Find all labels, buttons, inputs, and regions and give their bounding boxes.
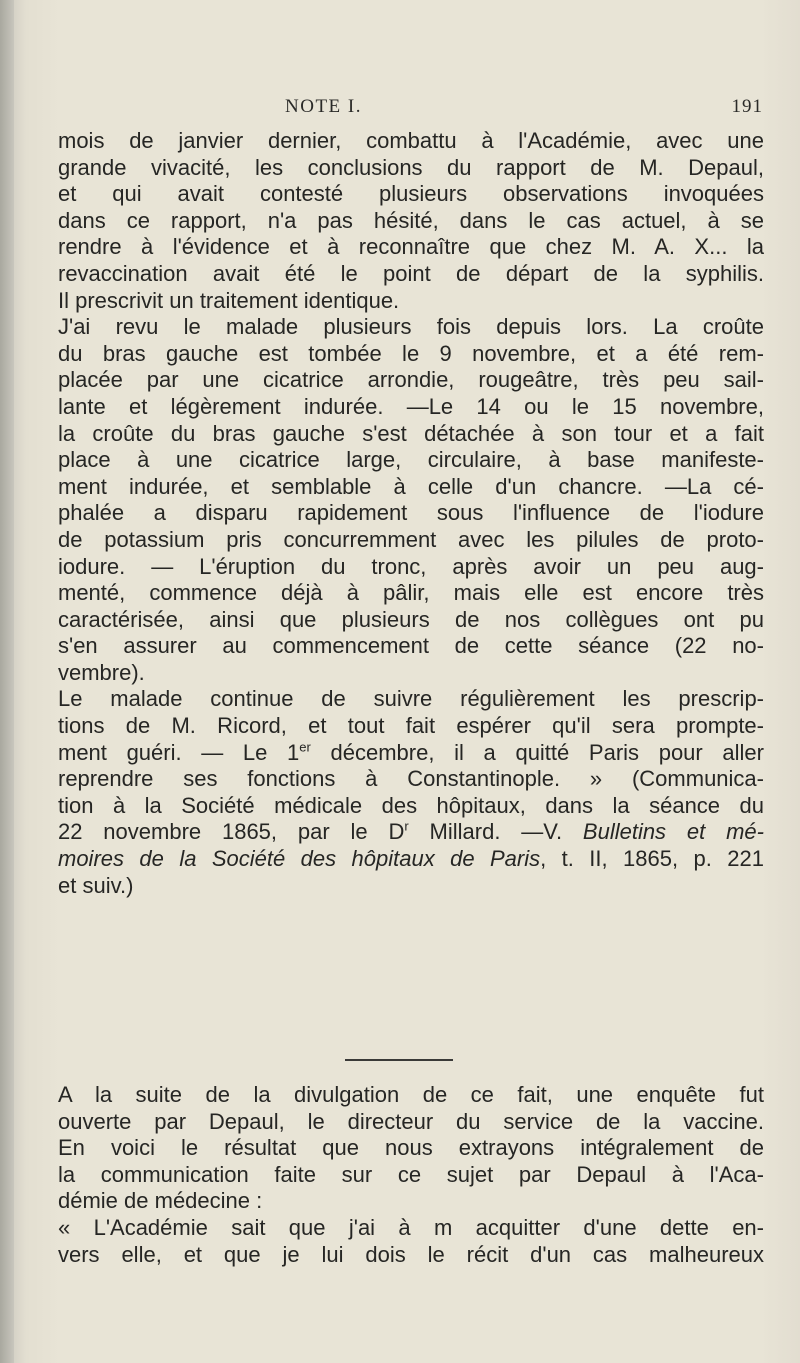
paragraph-4 [58,1082,764,1215]
text-line: démie de médecine : [58,1188,263,1214]
text-line [58,846,764,873]
text-fragment: décembre, il a quitté Paris pour aller [310,739,764,765]
text-line: ouverte par Depaul, le directeur du service de la vaccine. [58,1108,764,1134]
text-fragment: ment guéri. — Le 1 [58,739,300,765]
text-line: revaccination avait été le point de départ de la syphilis. [58,260,764,286]
text-line: iodure. — L'éruption du tronc, après avoir un peu aug- [58,553,764,579]
page-binding-shadow [0,0,14,1363]
text-line: lante et légèrement indurée. —Le 14 ou le 15 novembre, [58,393,764,419]
page-number: 191 [731,96,763,117]
text-line: la croûte du bras gauche s'est détachée à son tour et a fait [58,420,764,446]
section-divider [345,1059,453,1061]
paragraph-1 [58,128,764,314]
text-line: vembre). [58,659,145,685]
text-line: placée par une cicatrice arrondie, rougeâtre, très peu sail- [58,367,764,393]
text-line: grande vivacité, les conclusions du rapport de M. Depaul, [58,154,764,180]
text-line: du bras gauche est tombée le 9 novembre, et a été rem- [58,340,764,366]
text-line: et suiv.) [58,872,134,898]
running-title: NOTE I. [285,96,362,117]
page-header [285,96,763,126]
text-line: la communication faite sur ce sujet par Depaul à l'Aca- [58,1161,764,1187]
text-line: phalée a disparu rapidement sous l'influence de l'iodure [58,500,764,526]
superscript: er [299,739,311,755]
text-line: J'ai revu le malade plusieurs fois depuis lors. La croûte [58,314,764,340]
text-line: mois de janvier dernier, combattu à l'Académie, avec une [58,128,764,153]
text-line: place à une cicatrice large, circulaire, à base manifeste- [58,447,764,473]
text-line: ment indurée, et semblable à celle d'un chancre. —La cé- [58,473,764,499]
text-line: reprendre ses fonctions à Constantinople. » (Communica- [58,766,764,792]
text-line: Le malade continue de suivre régulièrement les prescrip- [58,686,764,712]
paragraph-3 [58,686,764,899]
text-line [58,819,764,846]
text-line: caractérisée, ainsi que plusieurs de nos collègues ont pu [58,606,764,632]
italic-citation: Bulletins et mé- [582,819,764,845]
text-line: « L'Académie sait que j'ai à m acquitter d'une dette en- [58,1214,764,1240]
body-text-upper [58,128,764,899]
text-line: et qui avait contesté plusieurs observations invoquées [58,181,764,207]
text-line: de potassium pris concurremment avec les pilules de proto- [58,526,764,552]
superscript: r [404,819,409,835]
text-line [58,740,764,767]
paragraph-5 [58,1215,764,1268]
text-line: Il prescrivit un traitement identique. [58,287,400,313]
text-line: En voici le résultat que nous extrayons intégralement de [58,1135,764,1161]
text-line: tion à la Société médicale des hôpitaux, dans la séance du [58,792,764,818]
text-line: rendre à l'évidence et à reconnaître que chez M. A. X... la [58,234,764,260]
text-line: tions de M. Ricord, et tout fait espérer qu'il sera prompte- [58,713,764,739]
text-line: dans ce rapport, n'a pas hésité, dans le cas actuel, à se [58,207,764,233]
italic-citation: moires de la Société des hôpitaux de Paris [58,846,541,872]
text-line: vers elle, et que je lui dois le récit d'un cas malheureux [58,1241,764,1267]
body-text-lower [58,1082,764,1268]
paragraph-2 [58,314,764,686]
text-fragment: , t. II, 1865, p. 221 [540,846,764,872]
text-line: menté, commence déjà à pâlir, mais elle est encore très [58,580,764,606]
text-line: s'en assurer au commencement de cette séance (22 no- [58,633,764,659]
text-line: A la suite de la divulgation de ce fait, une enquête fut [58,1082,764,1107]
text-fragment: Millard. —V. [408,819,583,845]
text-fragment: 22 novembre 1865, par le D [58,819,405,845]
